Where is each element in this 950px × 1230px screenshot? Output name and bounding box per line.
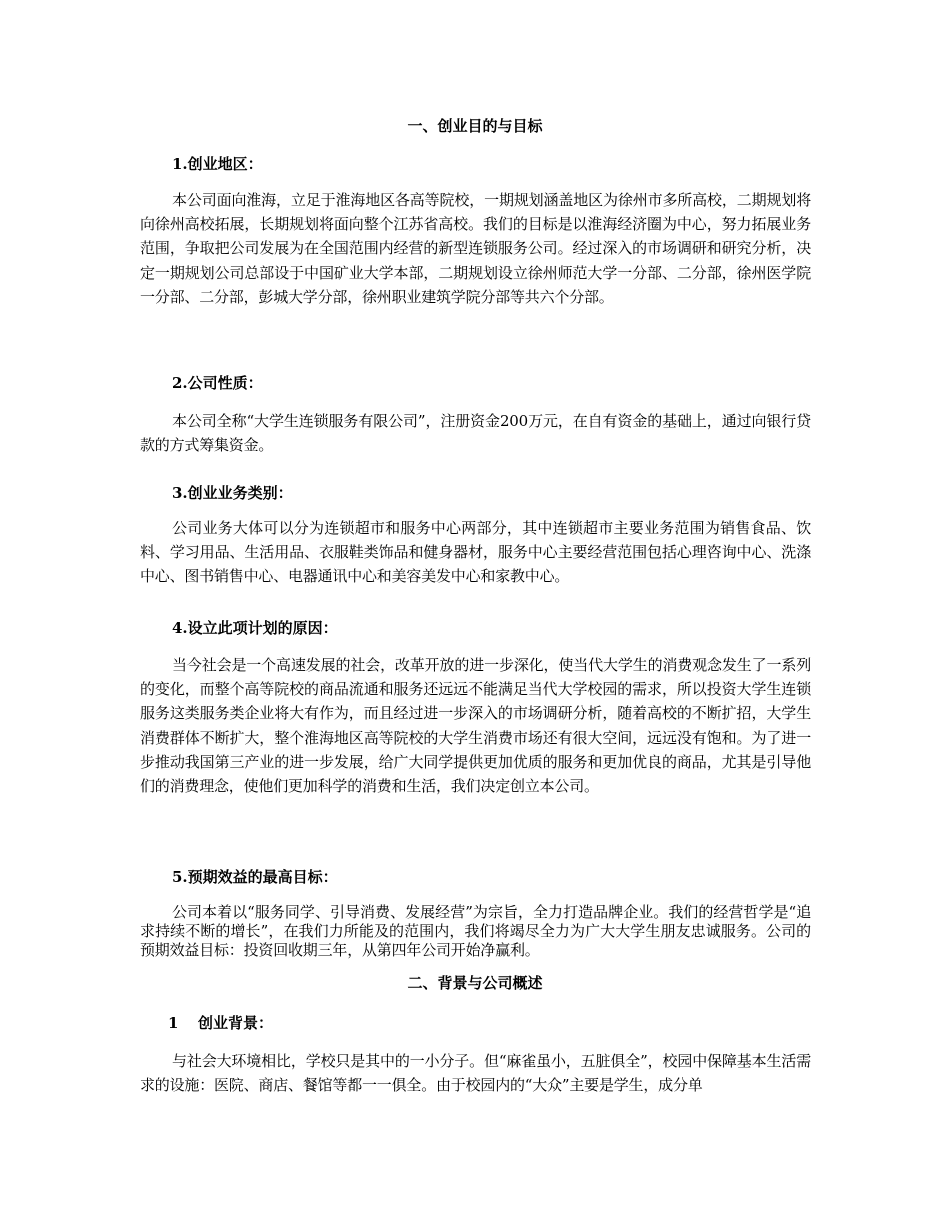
heading-business-category: 3.创业业务类别：	[172, 484, 293, 502]
heading-expected-benefit: 5.预期效益的最高目标：	[172, 868, 338, 886]
section-1-title: 一、创业目的与目标	[407, 117, 543, 135]
heading-creation-area: 1.创业地区：	[172, 155, 263, 173]
paragraph-company-nature: 本公司全称“大学生连锁服务有限公司”，注册资金200万元，在自有资金的基础上，通过向银行贷款的方式筹集资金。	[140, 412, 811, 455]
paragraph-plan-reason: 当今社会是一个高速发展的社会，改革开放的进一步深化，使当代大学生的消费观念发生了一系列的变化，而整个高等院校的商品流通和服务还远远不能满足当代大学校园的需求，所以投资大学生连锁服务这类服务类企业将大有作为，而且经过进一步深入的市场调研分析，随着高校的不断扩招，大学生消费群体不断扩大，整个淮海地区高等院校的大学生消费市场还有很大空间，远远没有饱和。为了进一步推动我国第三产业的进一步发展，给广大同学提供更加优质的服务和更加优良的商品，尤其是引导他们的消费理念，使他们更加科学的消费和生活，我们决定创立本公司。	[140, 656, 811, 796]
paragraph-expected-benefit: 公司本着以“服务同学、引导消费、发展经营”为宗旨，全力打造品牌企业。我们的经营哲学是“追求持续不断的增长”，在我们力所能及的范围内，我们将竭尽全力为广大大学生朋友忠诚服务。公司的预期效益目标：投资回收期三年，从第四年公司开始净赢利。	[140, 903, 811, 959]
heading-background	[168, 1013, 273, 1033]
section-2-title: 二、背景与公司概述	[407, 974, 543, 992]
paragraph-background: 与社会大环境相比，学校只是其中的一小分子。但“麻雀虽小，五脏俱全”，校园中保障基本生活需求的设施：医院、商店、餐馆等都一一俱全。由于校园内的“大众”主要是学生，成分单	[140, 1052, 811, 1095]
paragraph-business-category: 公司业务大体可以分为连锁超市和服务中心两部分，其中连锁超市主要业务范围为销售食品、饮料、学习用品、生活用品、衣服鞋类饰品和健身器材，服务中心主要经营范围包括心理咨询中心、洗涤中心、图书销售中心、电器通讯中心和美容美发中心和家教中心。	[140, 519, 811, 586]
paragraph-creation-area: 本公司面向淮海，立足于淮海地区各高等院校，一期规划涵盖地区为徐州市多所高校，二期规划将向徐州高校拓展，长期规划将面向整个江苏省高校。我们的目标是以淮海经济圈为中心，努力拓展业务范围，争取把公司发展为在全国范围内经营的新型连锁服务公司。经过深入的市场调研和研究分析，决定一期规划公司总部设于中国矿业大学本部，二期规划设立徐州师范大学一分部、二分部，徐州医学院一分部、二分部，彭城大学分部，徐州职业建筑学院分部等共六个分部。	[140, 191, 811, 306]
heading-background-label: 创业背景：	[198, 1014, 274, 1032]
heading-background-number: 1	[168, 1014, 179, 1032]
heading-company-nature: 2.公司性质：	[172, 374, 263, 392]
heading-plan-reason: 4.设立此项计划的原因：	[172, 619, 338, 637]
